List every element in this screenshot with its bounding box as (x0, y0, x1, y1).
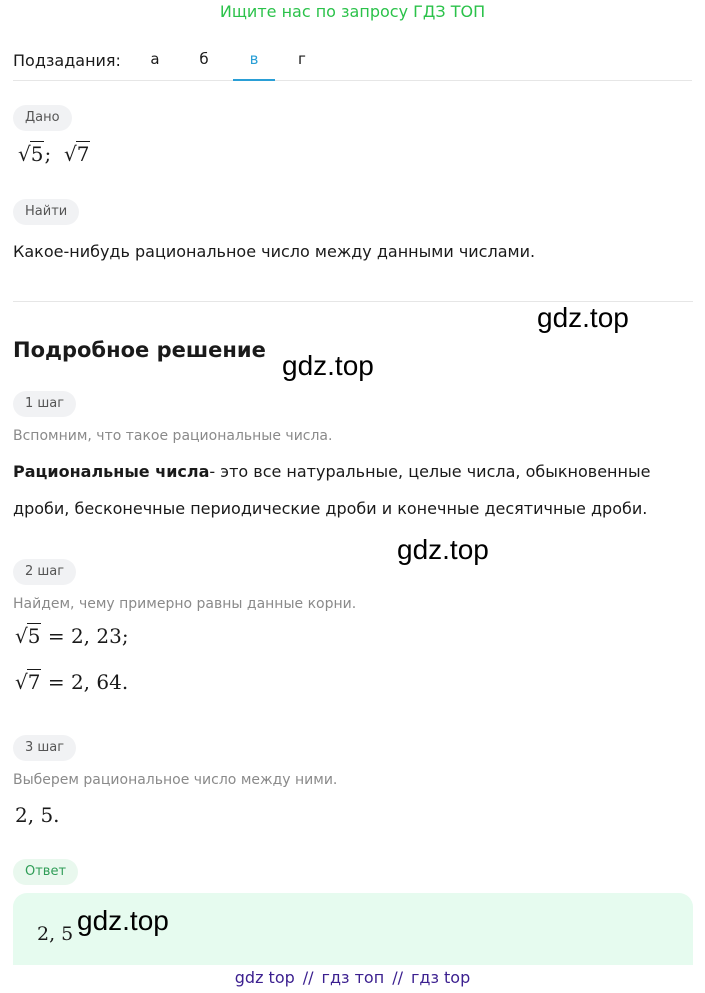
step2-hint: Найдем, чему примерно равны данные корни. (13, 596, 357, 612)
step3-value: 2, 5. (15, 803, 60, 827)
footer-separator: // (392, 968, 403, 987)
step1-line1: - это все натуральные, целые числа, обыкновенные (209, 462, 651, 481)
tab-g[interactable]: г (298, 50, 306, 68)
promo-banner: Ищите нас по запросу ГДЗ ТОП (219, 2, 486, 21)
solution-title: Подробное решение (13, 338, 266, 362)
footer-separator: // (302, 968, 314, 987)
step1-hint: Вспомним, что такое рациональные числа. (13, 428, 333, 444)
answer-chip: Ответ (13, 859, 78, 885)
answer-value: 2, 5 (37, 923, 74, 945)
footer-link[interactable]: гдз топ (321, 968, 385, 987)
find-text: Какое-нибудь рациональное число между данными числами. (13, 242, 536, 261)
watermark: gdz.top (77, 905, 169, 936)
footer (0, 966, 705, 990)
subtasks-bar (13, 40, 692, 81)
tab-b[interactable]: б (199, 50, 209, 68)
step2-eq1: √5 = 2, 23; (15, 624, 129, 648)
watermark: gdz.top (282, 350, 374, 381)
tab-v[interactable]: в (233, 50, 275, 81)
step1-bold-term: Рациональные числа (13, 462, 210, 481)
given-chip: Дано (13, 105, 72, 131)
step2-eq2: √7 = 2, 64. (15, 670, 129, 694)
watermark: gdz.top (537, 302, 629, 333)
sqrt-5: √5 (18, 142, 44, 166)
footer-link[interactable]: gdz top (234, 968, 295, 987)
step3-hint: Выберем рациональное число между ними. (13, 772, 338, 788)
step1-line2: дроби, бесконечные периодические дроби и конечные десятичные дроби. (13, 499, 648, 518)
sqrt-7: √7 (63, 142, 90, 166)
step1-chip: 1 шаг (13, 391, 76, 417)
step1-definition (13, 453, 693, 527)
given-expression: √5; √7 (18, 142, 90, 166)
tab-a[interactable]: а (150, 50, 160, 68)
step2-chip: 2 шаг (13, 559, 76, 585)
step3-chip: 3 шаг (13, 735, 76, 761)
watermark: gdz.top (397, 534, 489, 565)
subtasks-label: Подзадания: (13, 51, 121, 70)
footer-link[interactable]: гдз top (410, 968, 471, 987)
find-chip: Найти (13, 199, 79, 225)
